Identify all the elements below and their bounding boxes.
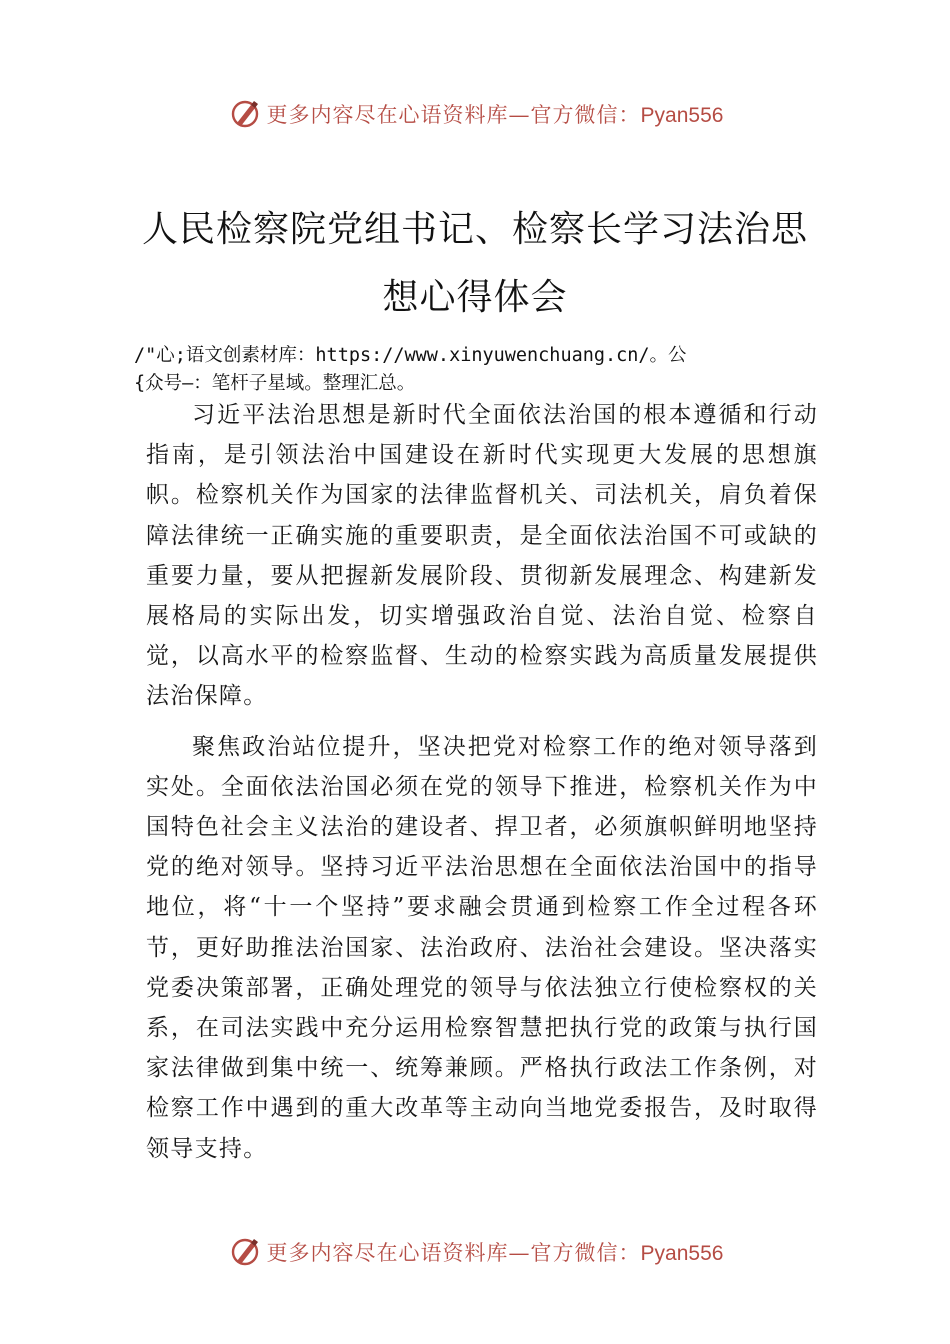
document-body bbox=[146, 395, 818, 1179]
banner-wechat-id: Pyan556 bbox=[640, 104, 724, 127]
banner-text: 更多内容尽在心语资料库—官方微信： bbox=[266, 103, 641, 127]
source-line-1: /"心;语文创素材库：https://www.xinyuwenchuang.cn/。公 bbox=[134, 345, 687, 366]
source-line-2: {众号—：笔杆子星域。整理汇总。 bbox=[134, 373, 416, 394]
header-banner bbox=[0, 94, 950, 134]
pen-logo-icon bbox=[227, 96, 263, 132]
source-note bbox=[134, 342, 824, 398]
title-line-1: 人民检察院党组书记、检察长学习法治思 bbox=[141, 209, 808, 250]
paragraph-1: 习近平法治思想是新时代全面依法治国的根本遵循和行动指南，是引领法治中国建设在新时代实现更大发展的思想旗帜。检察机关作为国家的法律监督机关、司法机关，肩负着保障法律统一正确实施的重要职责，是全面依法治国不可或缺的重要力量，要从把握新发展阶段、贯彻新发展理念、构建新发展格局的实际出发，切实增强政治自觉、法治自觉、检察自觉，以高水平的检察监督、生动的检察实践为高质量发展提供法治保障。 bbox=[146, 402, 818, 710]
document-title bbox=[90, 196, 860, 332]
banner-text: 更多内容尽在心语资料库—官方微信： bbox=[266, 1241, 641, 1265]
paragraph-2: 聚焦政治站位提升，坚决把党对检察工作的绝对领导落到实处。全面依法治国必须在党的领导下推进，检察机关作为中国特色社会主义法治的建设者、捍卫者，必须旗帜鲜明地坚持党的绝对领导。坚持习近平法治思想在全面依法治国中的指导地位，将“十一个坚持”要求融会贯通到检察工作全过程各环节，更好助推法治国家、法治政府、法治社会建设。坚决落实党委决策部署，正确处理党的领导与依法独立行使检察权的关系，在司法实践中充分运用检察智慧把执行党的政策与执行国家法律做到集中统一、统筹兼顾。严格执行政法工作条例，对检察工作中遇到的重大改革等主动向当地党委报告，及时取得领导支持。 bbox=[146, 733, 818, 1162]
pen-logo-icon bbox=[227, 1234, 263, 1270]
footer-banner bbox=[0, 1232, 950, 1272]
banner-wechat-id: Pyan556 bbox=[640, 1242, 724, 1265]
title-line-2: 想心得体会 bbox=[382, 277, 568, 318]
